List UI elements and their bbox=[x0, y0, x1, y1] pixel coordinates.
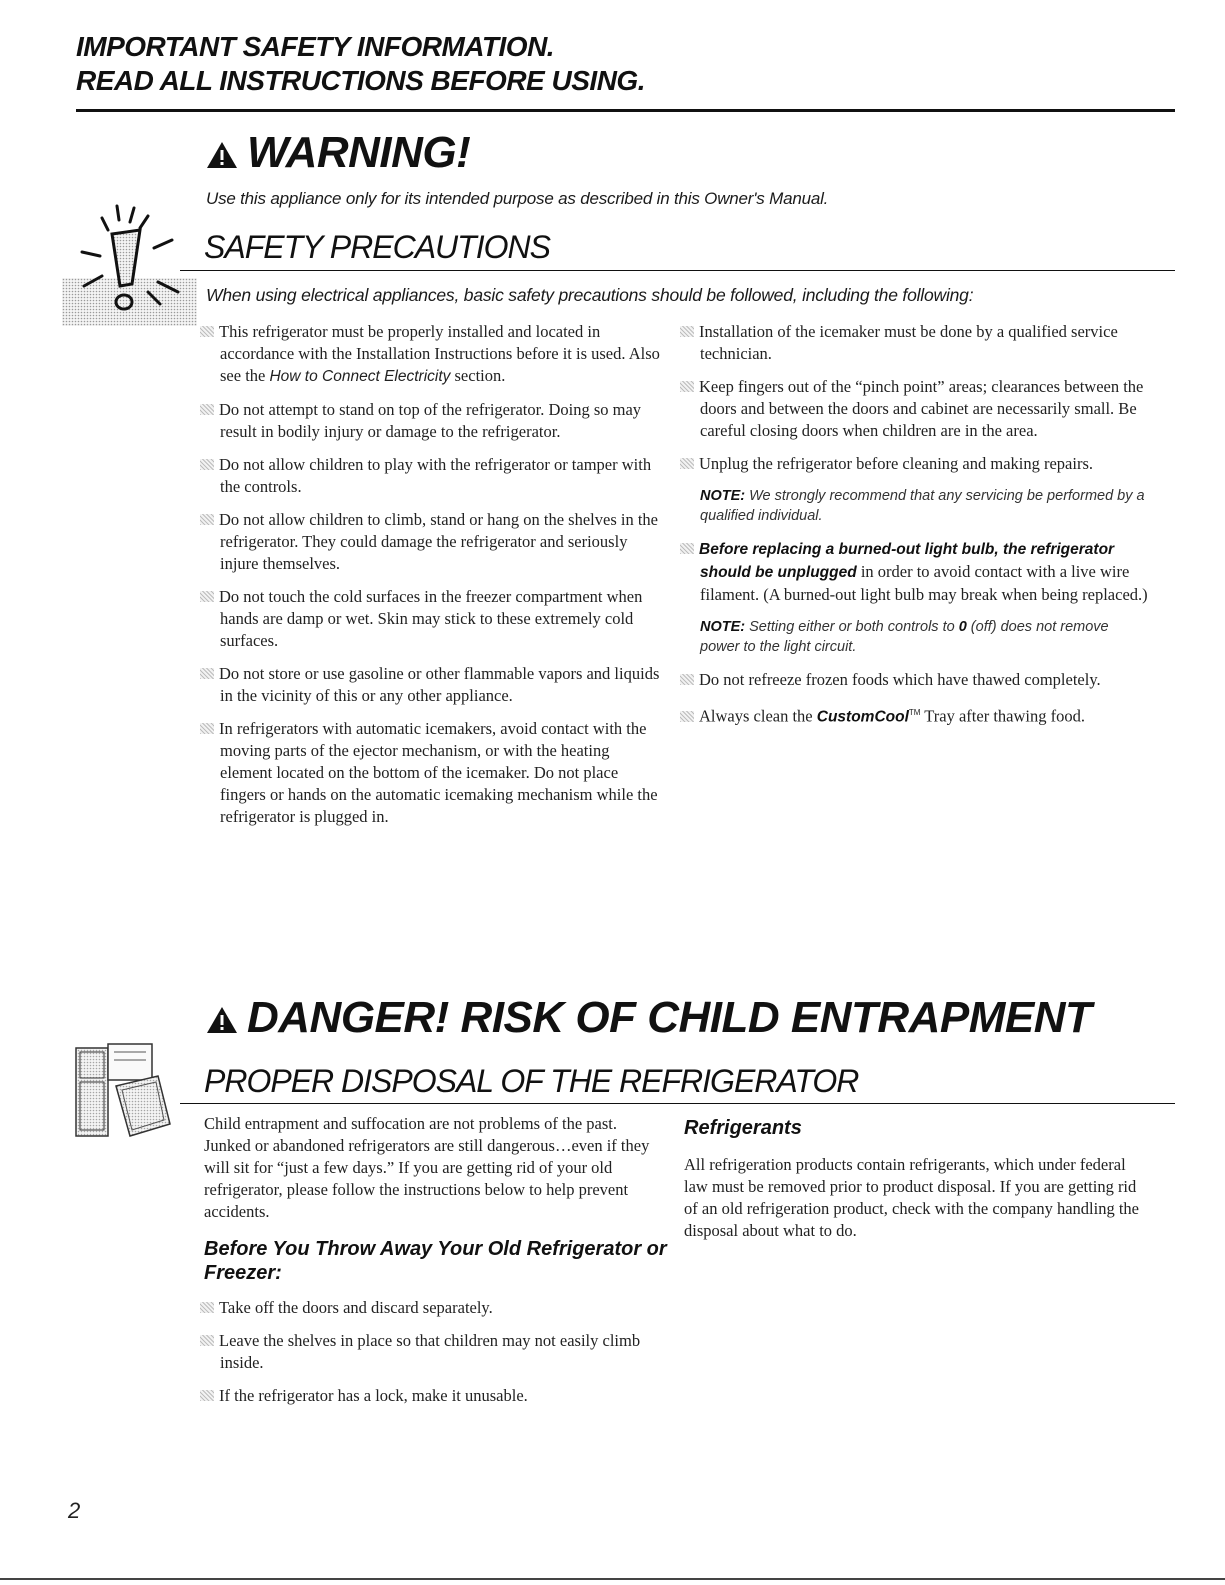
refrigerants-heading: Refrigerants bbox=[684, 1117, 802, 1139]
refrigerator-icon bbox=[74, 1040, 184, 1140]
bullet-icon bbox=[200, 591, 214, 602]
bullet-icon bbox=[200, 459, 214, 470]
refrigerants-column bbox=[684, 1116, 1144, 1256]
safety-item-9: Keep fingers out of the “pinch point” areas; clearances between the doors and between the doors and cabinet are necessarily small. Be careful closing doors when children are in the area. bbox=[680, 376, 1150, 442]
header-line-2: READ ALL INSTRUCTIONS BEFORE USING. bbox=[76, 65, 645, 96]
disposal-intro: Child entrapment and suffocation are not problems of the past. Junked or abandoned refrigerators are still dangerous…even if they will sit for “just a few days.” If you are getting rid of your old refrigerator, please follow the instructions below to help prevent accidents. bbox=[204, 1114, 650, 1221]
safety-item-13: Always clean the CustomCool™ Tray after thawing food. bbox=[680, 702, 1150, 729]
safety-item-7: In refrigerators with automatic icemakers, avoid contact with the moving parts of the ejector mechanism, or with the heating element located on the bottom of the icemaker. Do not place fingers or hands on the automatic icemaking mechanism while the refrigerator is plugged in. bbox=[200, 718, 660, 828]
exclamation-burst-icon bbox=[62, 200, 202, 330]
safety-precautions-title: SAFETY PRECAUTIONS bbox=[204, 229, 550, 265]
bullet-icon bbox=[200, 1390, 214, 1401]
safety-right-column bbox=[680, 321, 1150, 740]
safety-item-11: Before replacing a burned-out light bulb, the refrigerator should be unplugged in order to avoid contact with a live wire filament. (A burned-out light bulb may break when being replaced.) bbox=[680, 538, 1150, 606]
bottom-rule bbox=[0, 1578, 1225, 1580]
page-header bbox=[76, 30, 1146, 98]
bullet-icon bbox=[680, 326, 694, 337]
bullet-icon bbox=[680, 543, 694, 554]
disposal-left-column bbox=[204, 1113, 667, 1418]
refrigerants-text: All refrigeration products contain refrigerants, which under federal law must be removed prior to product disposal. If you are getting rid of an old refrigeration product, check with the company handling the disposal about what to do. bbox=[684, 1155, 1139, 1240]
safety-intro: When using electrical appliances, basic safety precautions should be followed, including the following: bbox=[206, 285, 974, 305]
safety-item-5: Do not touch the cold surfaces in the freezer compartment when hands are damp or wet. Skin may stick to these extremely cold surfaces. bbox=[200, 586, 660, 652]
bullet-icon bbox=[200, 514, 214, 525]
bullet-icon bbox=[680, 381, 694, 392]
warning-triangle-icon bbox=[205, 1005, 239, 1035]
bullet-icon bbox=[680, 711, 694, 722]
safety-item-3: Do not allow children to play with the refrigerator or tamper with the controls. bbox=[200, 454, 660, 498]
header-rule bbox=[76, 109, 1175, 112]
danger-title: DANGER! RISK OF CHILD ENTRAPMENT bbox=[247, 993, 1092, 1042]
disposal-step-3: If the refrigerator has a lock, make it unusable. bbox=[200, 1385, 664, 1407]
page-number: 2 bbox=[68, 1498, 81, 1523]
safety-rule bbox=[180, 270, 1175, 271]
disposal-step-1: Take off the doors and discard separately. bbox=[200, 1297, 664, 1319]
bullet-icon bbox=[200, 1335, 214, 1346]
bullet-icon bbox=[200, 326, 214, 337]
header-line-1: IMPORTANT SAFETY INFORMATION. bbox=[76, 31, 555, 62]
warning-title: WARNING! bbox=[247, 128, 471, 177]
bullet-icon bbox=[200, 404, 214, 415]
bullet-icon bbox=[680, 674, 694, 685]
note-controls: NOTE: Setting either or both controls to 0 (off) does not remove power to the light circuit. bbox=[700, 619, 1109, 655]
bullet-icon bbox=[200, 668, 214, 679]
safety-left-column bbox=[200, 321, 660, 839]
safety-item-8: Installation of the icemaker must be done by a qualified service technician. bbox=[680, 321, 1150, 365]
proper-disposal-title: PROPER DISPOSAL OF THE REFRIGERATOR bbox=[204, 1063, 859, 1099]
safety-item-4: Do not allow children to climb, stand or hang on the shelves in the refrigerator. They could damage the refrigerator and seriously injure themselves. bbox=[200, 509, 660, 575]
danger-heading bbox=[205, 993, 1091, 1043]
bullet-icon bbox=[200, 1302, 214, 1313]
warning-triangle-icon bbox=[205, 140, 239, 170]
safety-item-2: Do not attempt to stand on top of the refrigerator. Doing so may result in bodily injury or damage to the refrigerator. bbox=[200, 399, 660, 443]
safety-item-6: Do not store or use gasoline or other flammable vapors and liquids in the vicinity of this or any other appliance. bbox=[200, 663, 660, 707]
disposal-rule bbox=[180, 1103, 1175, 1104]
disposal-step-2: Leave the shelves in place so that children may not easily climb inside. bbox=[200, 1330, 664, 1374]
bullet-icon bbox=[680, 458, 694, 469]
safety-item-12: Do not refreeze frozen foods which have thawed completely. bbox=[680, 669, 1150, 691]
before-throw-away-heading: Before You Throw Away Your Old Refrigerator or Freezer: bbox=[204, 1238, 667, 1284]
warning-heading bbox=[205, 128, 470, 178]
note-servicing: NOTE: We strongly recommend that any servicing be performed by a qualified individual. bbox=[700, 488, 1145, 524]
bullet-icon bbox=[200, 723, 214, 734]
safety-item-10: Unplug the refrigerator before cleaning and making repairs. bbox=[680, 453, 1150, 475]
intended-use-text: Use this appliance only for its intended purpose as described in this Owner's Manual. bbox=[206, 189, 829, 208]
safety-item-1: This refrigerator must be properly installed and located in accordance with the Installation Instructions before it is used. Also see the How to Connect Electricity section. bbox=[200, 321, 660, 388]
